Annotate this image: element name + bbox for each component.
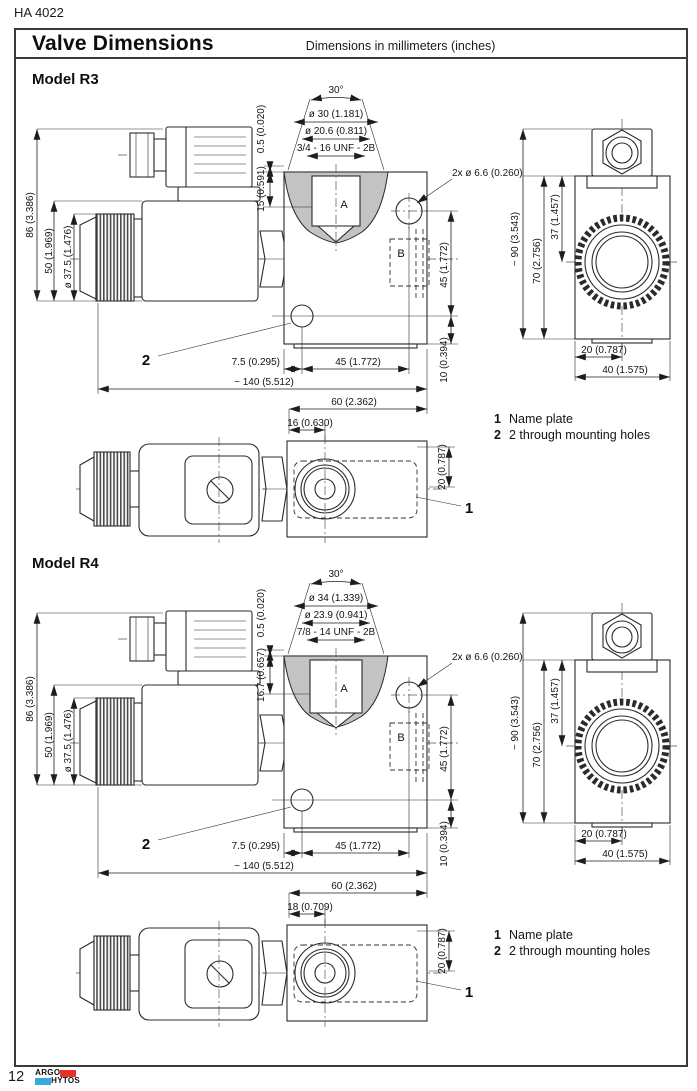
- bottom-view-drawing: [76, 919, 448, 1027]
- content-frame: [14, 28, 688, 1067]
- model-r3-label: Model R3: [32, 71, 99, 88]
- section-model-r3: [16, 59, 686, 543]
- dim-thread-spec: 7/8 - 14 UNF - 2B: [296, 627, 376, 638]
- dim-front-37: 37 (1.457): [550, 678, 561, 724]
- dim-chamfer-depth: 0.5 (0.020): [256, 588, 267, 638]
- callout-1: 1: [464, 984, 474, 1001]
- logo-row-bottom: [35, 1077, 80, 1085]
- front-view-drawing: [566, 603, 678, 841]
- doc-code: HA 4022: [14, 5, 64, 20]
- dim-horizontal-45: 45 (1.772): [335, 841, 381, 852]
- port-b-label: B: [397, 248, 405, 260]
- dim-length-140: ~ 140 (5.512): [234, 861, 294, 872]
- legend-num: 1: [494, 928, 501, 942]
- dim-height-86: 86 (3.386): [25, 192, 36, 238]
- dim-front-90: ~ 90 (3.543): [510, 211, 521, 267]
- dim-coil-diameter: ø 37.5 (1.476): [63, 225, 74, 289]
- legend-r3: [494, 411, 650, 444]
- legend-text: Name plate: [509, 928, 573, 942]
- dim-vertical-10: 10 (0.394): [439, 337, 450, 383]
- page-number: 12: [8, 1069, 25, 1085]
- logo-blue-block: [35, 1078, 51, 1085]
- callout-2: 2: [141, 352, 151, 369]
- dim-vertical-20: 20 (0.787): [437, 928, 448, 974]
- callout-1: 1: [464, 500, 474, 517]
- legend-item: [494, 427, 650, 443]
- legend-item: [494, 943, 650, 959]
- dim-cone-angle: 30°: [328, 569, 344, 580]
- dim-vertical-45: 45 (1.772): [439, 242, 450, 288]
- dim-outer-diameter: ø 30 (1.181): [308, 109, 364, 120]
- dim-thread-depth: 16.7 (0.657): [256, 648, 267, 702]
- dim-port-offset: 16 (0.630): [287, 418, 333, 429]
- dim-vertical-10: 10 (0.394): [439, 821, 450, 867]
- model-r4-label: Model R4: [32, 555, 99, 572]
- dim-length-140: ~ 140 (5.512): [234, 377, 294, 388]
- dim-mounting-holes: 2x ø 6.6 (0.260): [452, 652, 523, 663]
- section-model-r4: [16, 543, 686, 1067]
- dim-front-70: 70 (2.756): [532, 722, 543, 768]
- dim-port-offset: 18 (0.709): [287, 902, 333, 913]
- dim-inner-diameter: ø 20.6 (0.811): [304, 126, 368, 137]
- port-a-label: A: [340, 199, 348, 211]
- dim-front-20: 20 (0.787): [581, 345, 627, 356]
- legend-num: 2: [494, 428, 501, 443]
- legend-text: Name plate: [509, 412, 573, 426]
- dim-front-40: 40 (1.575): [602, 365, 648, 376]
- legend-item: [494, 411, 650, 427]
- units-note: Dimensions in millimeters (inches): [305, 39, 496, 53]
- dim-cone-angle: 30°: [328, 85, 344, 96]
- dim-front-20: 20 (0.787): [581, 829, 627, 840]
- dim-front-70: 70 (2.756): [532, 238, 543, 284]
- dim-vertical-45: 45 (1.772): [439, 726, 450, 772]
- page-footer: [8, 1069, 80, 1085]
- model-r3-drawing: [18, 69, 682, 543]
- dim-front-90: ~ 90 (3.543): [510, 695, 521, 751]
- dim-vertical-20: 20 (0.787): [437, 444, 448, 490]
- dim-front-37: 37 (1.457): [550, 194, 561, 240]
- title-bar: [16, 30, 686, 59]
- dim-inner-diameter: ø 23.9 (0.941): [304, 610, 368, 621]
- dim-coil-diameter: ø 37.5 (1.476): [63, 709, 74, 773]
- legend-r4: [494, 927, 650, 960]
- front-view-drawing: [566, 119, 678, 357]
- legend-item: [494, 927, 650, 943]
- dim-front-40: 40 (1.575): [602, 849, 648, 860]
- dim-height-86: 86 (3.386): [25, 676, 36, 722]
- bottom-view-drawing: [76, 435, 448, 543]
- dim-thread-depth: 15 (0.591): [256, 166, 267, 212]
- dim-offset-7-5: 7.5 (0.295): [231, 841, 280, 852]
- page-title: Valve Dimensions: [32, 32, 214, 55]
- dim-outer-diameter: ø 34 (1.339): [308, 593, 364, 604]
- logo-text-argo: ARGO: [35, 1068, 61, 1077]
- legend-text: 2 through mounting holes: [509, 944, 651, 959]
- dim-offset-7-5: 7.5 (0.295): [231, 357, 280, 368]
- dim-mounting-holes: 2x ø 6.6 (0.260): [452, 168, 523, 179]
- legend-num: 2: [494, 944, 501, 959]
- dim-length-60: 60 (2.362): [331, 881, 377, 892]
- port-b-label: B: [397, 732, 405, 744]
- legend-text: 2 through mounting holes: [509, 428, 651, 443]
- dim-horizontal-45: 45 (1.772): [335, 357, 381, 368]
- dim-thread-spec: 3/4 - 16 UNF - 2B: [296, 143, 376, 154]
- port-a-label: A: [340, 683, 348, 695]
- dim-length-60: 60 (2.362): [331, 397, 377, 408]
- dim-chamfer-depth: 0.5 (0.020): [256, 104, 267, 154]
- dim-height-50: 50 (1.969): [44, 228, 55, 274]
- logo-text-hytos: HYTOS: [51, 1076, 81, 1085]
- argo-hytos-logo: [35, 1069, 80, 1085]
- dim-height-50: 50 (1.969): [44, 712, 55, 758]
- callout-2: 2: [141, 836, 151, 853]
- legend-num: 1: [494, 412, 501, 426]
